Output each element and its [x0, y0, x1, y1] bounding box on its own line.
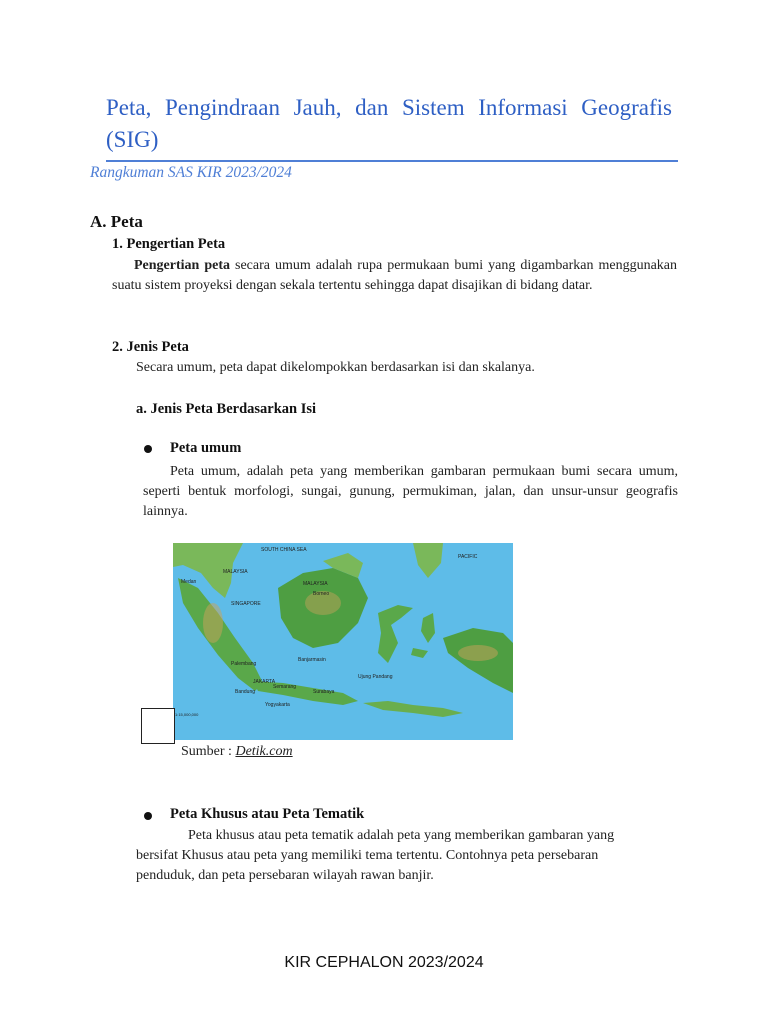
label-banjarmasin: Banjarmasin [298, 657, 326, 663]
figure-source [181, 744, 293, 760]
sub2a-heading: a. Jenis Peta Berdasarkan Isi [136, 401, 317, 417]
sub2-paragraph: Secara umum, peta dapat dikelompokkan berdasarkan isi dan skalanya. [136, 360, 535, 375]
sub1-text: secara umum adalah rupa permukaan bumi yang digambarkan menggunakan suatu sistem proyeksi dengan sekala tertentu sehingga dapat disajikan di bidang datar. [112, 258, 678, 293]
bullet-2-marker [144, 812, 152, 820]
bullet-1-heading: Peta umum [170, 440, 242, 456]
section-a-heading: A. Peta [90, 212, 143, 231]
document-title: Peta, Pengindraan Jauh, dan Sistem Informasi Geografis (SIG) [106, 95, 672, 152]
label-palembang: Palembang [231, 661, 257, 667]
sub2-heading: 2. Jenis Peta [112, 339, 189, 355]
label-bandung: Bandung [235, 689, 256, 695]
sub1-paragraph [112, 256, 677, 296]
label-borneo: Borneo [313, 591, 330, 597]
label-pacific: PACIFIC [458, 554, 478, 560]
indonesia-map-image [173, 543, 513, 740]
bullet-1-text: Peta umum, adalah peta yang memberikan gambaran permukaan bumi secara umum, seperti bentuk morfologi, sungai, gunung, permukiman, jalan, dan unsur-unsur geografis lainnya. [143, 464, 678, 519]
bullet-2-text: Peta khusus atau peta tematik adalah peta yang memberikan gambaran yang bersifat Khusus atau peta yang memiliki tema tertentu. Contohnya peta persebaran penduduk, dan peta persebaran wilayah rawan banjir. [136, 828, 615, 883]
sub1-heading: 1. Pengertian Peta [112, 236, 226, 252]
label-south-china-sea: SOUTH CHINA SEA [261, 547, 307, 553]
label-ujung-pandang: Ujung Pandang [358, 674, 393, 680]
document-subtitle: Rangkuman SAS KIR 2023/2024 [90, 164, 292, 181]
source-label: Sumber : [181, 744, 236, 759]
label-semarang: Semarang [273, 684, 297, 690]
label-malaysia-west: MALAYSIA [223, 569, 248, 575]
label-malaysia-east: MALAYSIA [303, 581, 328, 587]
sub1-term: Pengertian peta [134, 258, 230, 273]
label-yogyakarta: Yogyakarta [265, 702, 290, 708]
bullet-2-heading: Peta Khusus atau Peta Tematik [170, 806, 365, 822]
map-scale: 1:15,000,000 [175, 712, 199, 717]
source-link[interactable]: Detik.com [235, 744, 293, 759]
label-singapore: SINGAPORE [231, 601, 261, 607]
title-divider [106, 160, 678, 162]
label-medan: Medan [181, 579, 197, 585]
label-surabaya: Surabaya [313, 689, 335, 695]
map-legend-box [141, 708, 175, 744]
label-jakarta: JAKARTA [253, 679, 276, 685]
bullet-1-marker [144, 445, 152, 453]
page-footer: KIR CEPHALON 2023/2024 [284, 954, 484, 971]
